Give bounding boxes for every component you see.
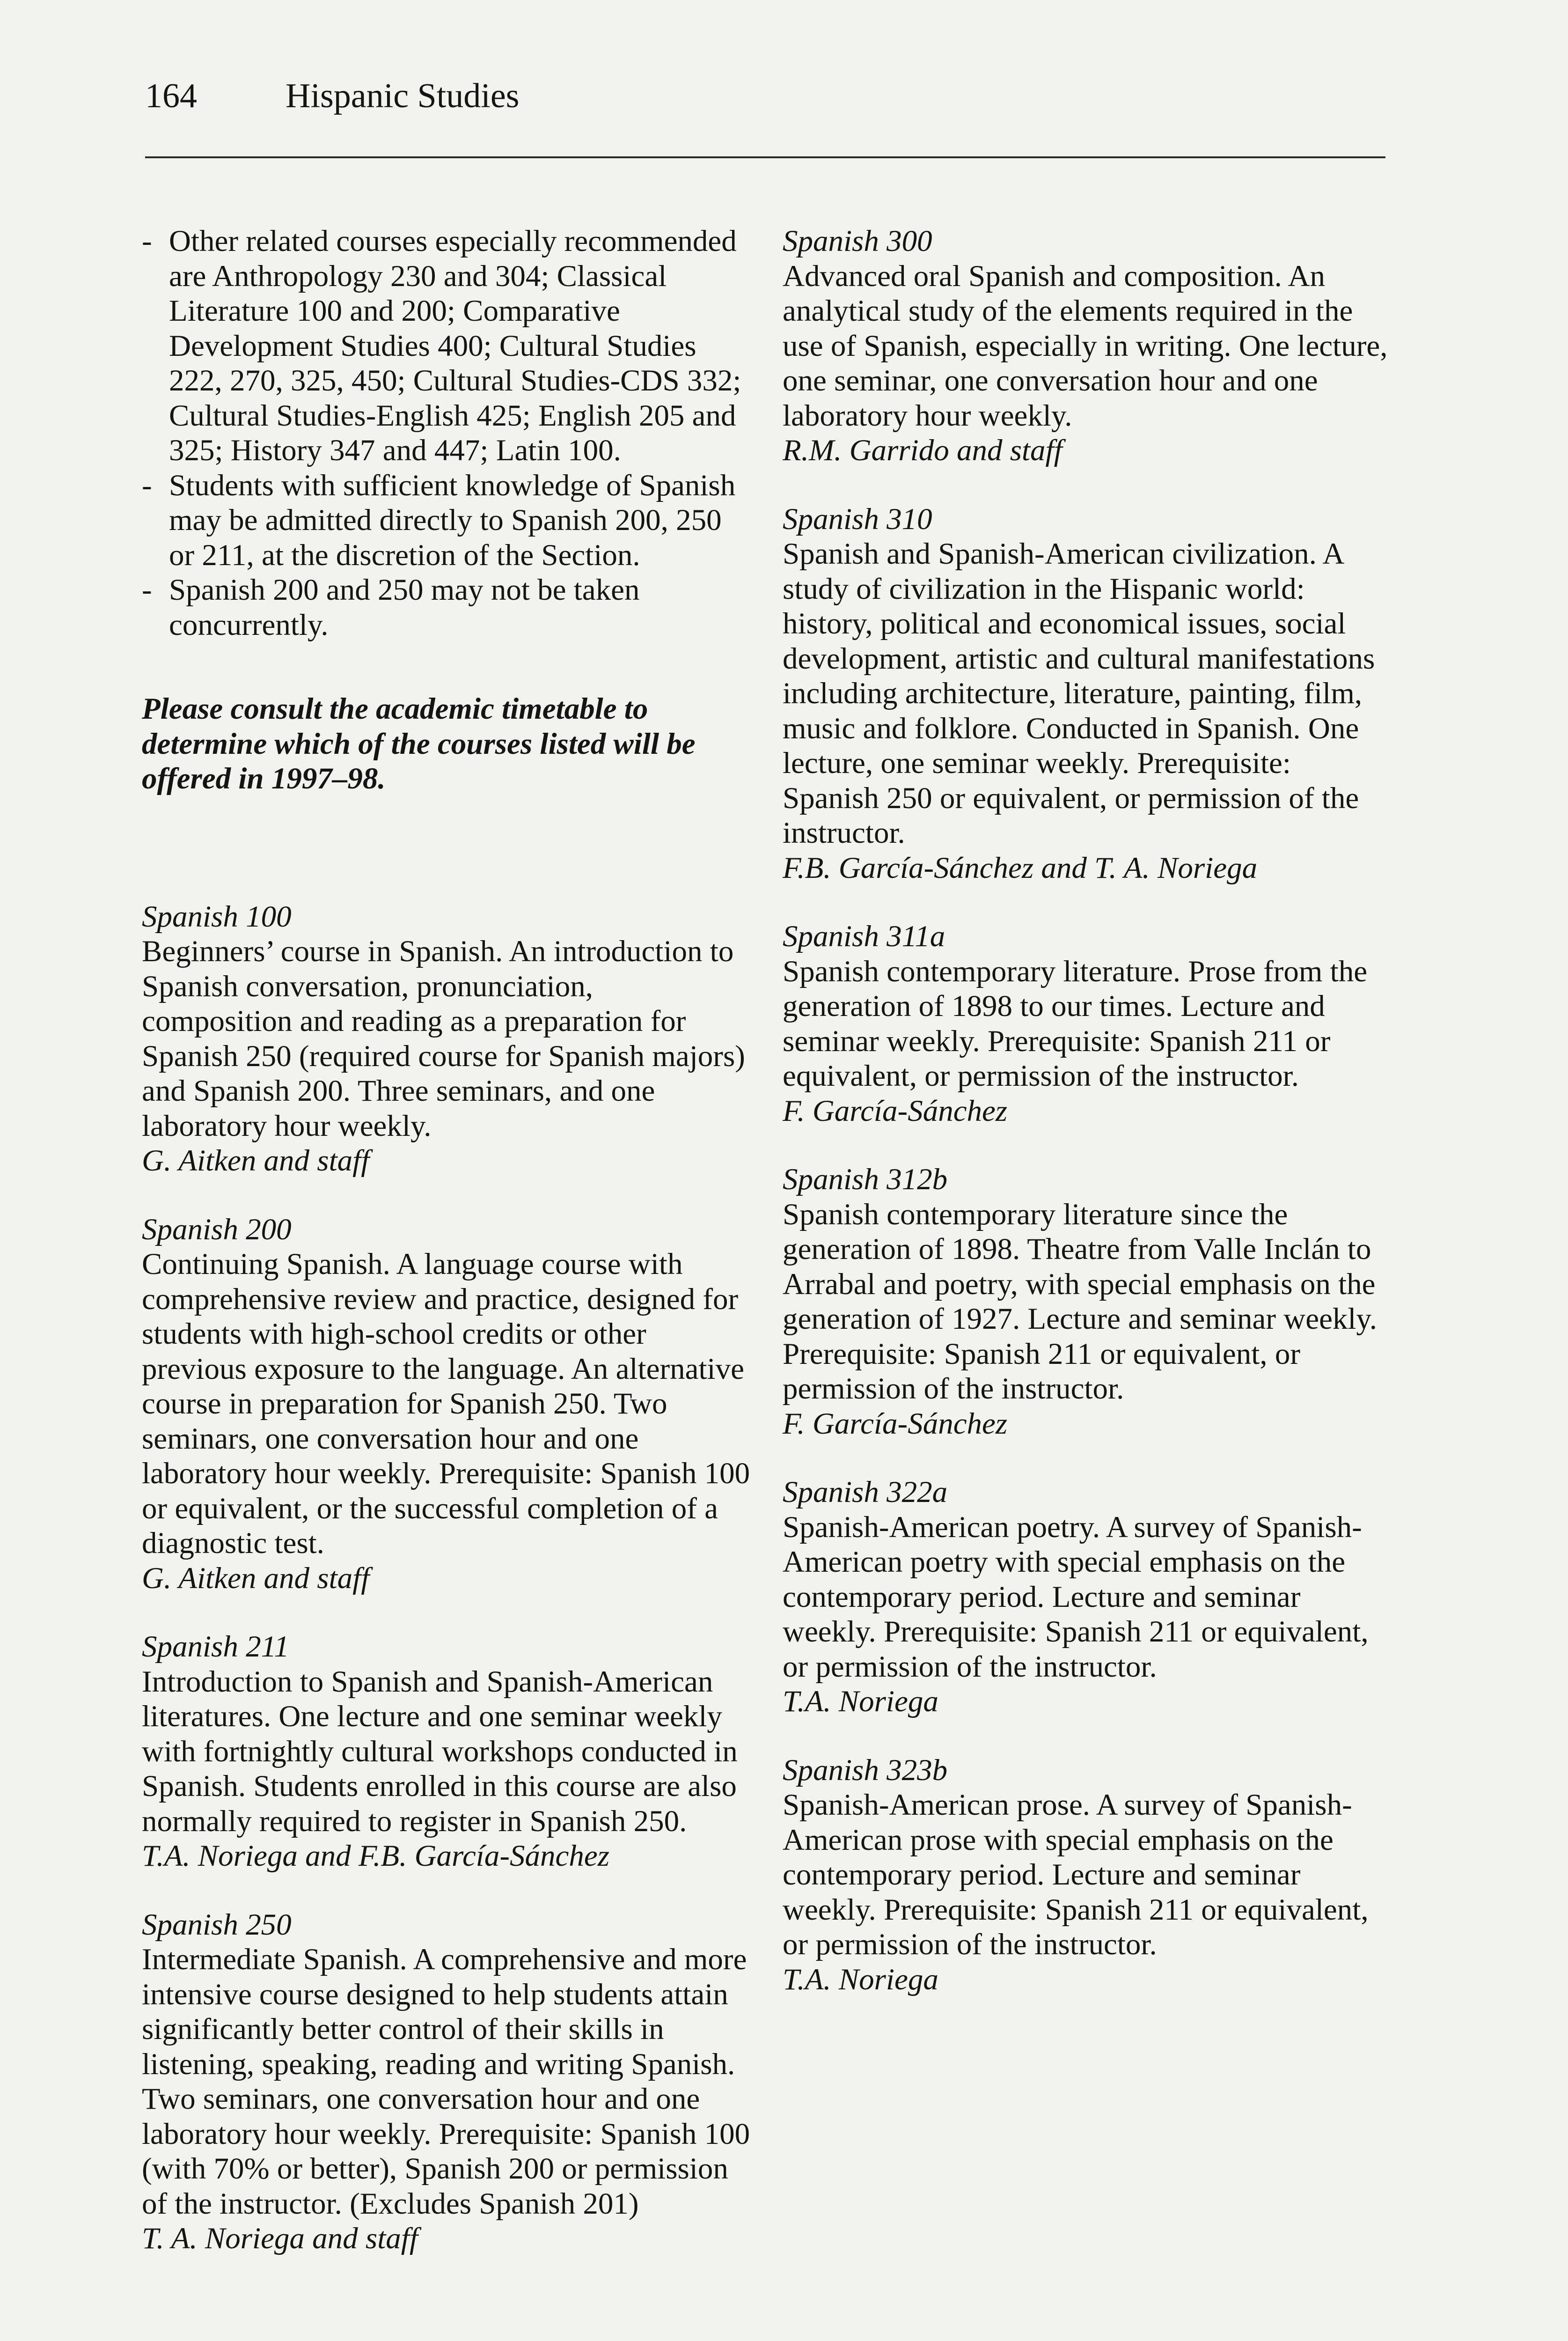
course-description: Spanish-American prose. A survey of Spanish-American prose with special emphasis on the contemporary period. Lecture and seminar weekly. Prerequisite: Spanish 211 or equivalent, or permission of the instructor. <box>783 1788 1369 1961</box>
course-code: Spanish 311a <box>783 920 945 953</box>
right-column <box>783 224 1391 1997</box>
course-entry <box>142 899 750 1178</box>
course-instructors: G. Aitken and staff <box>142 1561 370 1595</box>
course-description: Advanced oral Spanish and composition. An analytical study of the elements required in the use of Spanish, especially in writing. One lecture, one seminar, one conversation hour and one laboratory hour weekly. <box>783 259 1388 433</box>
course-instructors: G. Aitken and staff <box>142 1144 370 1178</box>
course-entry <box>142 1629 750 1874</box>
page-number: 164 <box>145 77 197 115</box>
course-code: Spanish 323b <box>783 1753 948 1787</box>
page-header <box>145 79 519 113</box>
course-code: Spanish 211 <box>142 1630 289 1664</box>
course-description: Spanish-American poetry. A survey of Spanish-American poetry with special emphasis on the contemporary period. Lecture and seminar weekly. Prerequisite: Spanish 211 or equivalent, or permission of the instructor. <box>783 1510 1369 1684</box>
course-instructors: T.A. Noriega <box>783 1685 938 1718</box>
course-entry <box>783 1753 1391 1997</box>
course-code: Spanish 312b <box>783 1163 948 1196</box>
course-entry <box>783 919 1391 1128</box>
course-instructors: T. A. Noriega and staff <box>142 2222 418 2255</box>
course-description: Spanish contemporary literature. Prose from the generation of 1898 to our times. Lecture and seminar weekly. Prerequisite: Spanish 211 or equivalent, or permission of the instructor. <box>783 954 1368 1093</box>
course-instructors: F. García-Sánchez <box>783 1094 1008 1128</box>
course-description: Continuing Spanish. A language course with comprehensive review and practice, designed for students with high-school credits or other previous exposure to the language. An alternative course in preparation for Spanish 250. Two seminars, one conversation hour and one laboratory hour weekly. Prerequisite: Spanish 100 or equivalent, or the successful completion of a diagnostic test. <box>142 1247 750 1560</box>
timetable-notice: Please consult the academic timetable to determine which of the courses listed will be offered in 1997–98. <box>142 692 696 795</box>
note-related-courses: - Other related courses especially recommended are Anthropology 230 and 304; Classical Literature 100 and 200; Comparative Development Studies 400; Cultural Studies 222, 270, 325, 450; Cultural Studies-CDS 332; Cultural Studies-English 425; English 205 and 325; History 347 and 447; Latin 100. <box>142 224 741 467</box>
course-entry <box>142 1212 750 1596</box>
course-description: Beginners’ course in Spanish. An introduction to Spanish conversation, pronunciation, composition and reading as a preparation for Spanish 250 (required course for Spanish majors) and Spanish 200. Three seminars, and one laboratory hour weekly. <box>142 935 745 1143</box>
course-description: Intermediate Spanish. A comprehensive and more intensive course designed to help students attain significantly better control of their skills in listening, speaking, reading and writing Spanish. Two seminars, one conversation hour and one laboratory hour weekly. Prerequisite: Spanish 100 (with 70% or better), Spanish 200 or permission of the instructor. (Excludes Spanish 201) <box>142 1943 750 2221</box>
course-instructors: R.M. Garrido and staff <box>783 434 1062 467</box>
course-entry <box>783 1475 1391 1719</box>
course-code: Spanish 310 <box>783 502 932 536</box>
course-entry <box>783 1162 1391 1441</box>
header-rule <box>145 156 1385 158</box>
course-code: Spanish 300 <box>783 224 932 258</box>
course-description: Introduction to Spanish and Spanish-American literatures. One lecture and one seminar weekly with fortnightly cultural workshops conducted in Spanish. Students enrolled in this course are also normally required to register in Spanish 250. <box>142 1664 738 1838</box>
course-code: Spanish 100 <box>142 899 292 934</box>
course-code: Spanish 322a <box>783 1475 948 1509</box>
course-code: Spanish 250 <box>142 1907 292 1942</box>
course-description: Spanish contemporary literature since the generation of 1898. Theatre from Valle Inclán to Arrabal and poetry, with special emphasis on the generation of 1927. Lecture and seminar weekly. Prerequisite: Spanish 211 or equivalent, or permission of the instructor. <box>783 1197 1377 1406</box>
course-code: Spanish 200 <box>142 1212 292 1246</box>
section-title: Hispanic Studies <box>286 77 520 115</box>
note-direct-admission: - Students with sufficient knowledge of Spanish may be admitted directly to Spanish 200, 250 or 211, at the discretion of the Section. <box>142 468 736 572</box>
course-entry <box>783 502 1391 886</box>
left-column <box>142 224 750 2256</box>
course-description: Spanish and Spanish-American civilization. A study of civilization in the Hispanic world: history, political and economical issues, social development, artistic and cultural manifestations including architecture, literature, painting, film, music and folklore. Conducted in Spanish. One lecture, one seminar weekly. Prerequisite: Spanish 250 or equivalent, or permission of the instructor. <box>783 537 1375 850</box>
course-instructors: T.A. Noriega <box>783 1962 938 1996</box>
course-instructors: T.A. Noriega and F.B. García-Sánchez <box>142 1839 609 1873</box>
course-instructors: F.B. García-Sánchez and T. A. Noriega <box>783 851 1258 885</box>
course-instructors: F. García-Sánchez <box>783 1406 1008 1441</box>
course-entry <box>142 1907 750 2256</box>
note-concurrency: - Spanish 200 and 250 may not be taken concurrently. <box>142 573 640 642</box>
course-entry <box>783 224 1391 468</box>
